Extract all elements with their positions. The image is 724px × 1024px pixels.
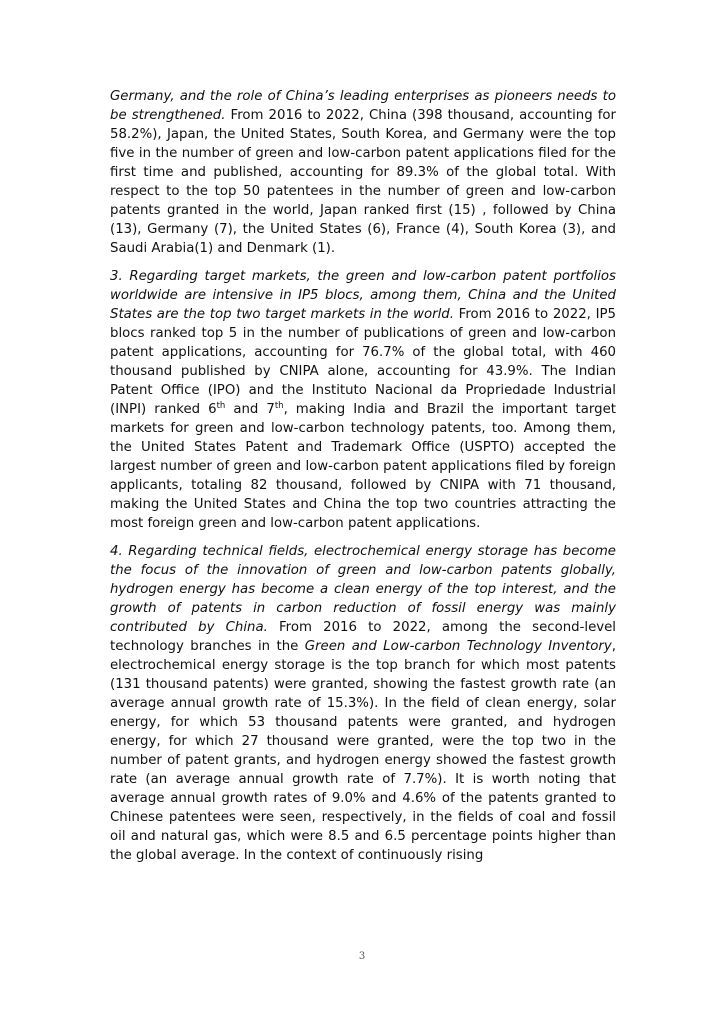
page-number: 3 bbox=[358, 951, 366, 962]
paragraph-body: , making India and Brazil the important target markets for green and low-carbon technology patents, too. Among them, the United States Patent and Trademark Office (USPTO) accepted the largest number of green and low-carbon patent applications filed by foreign applicants, totaling 82 thousand, followed by CNIPA with 71 thousand, making the United States and China the top two countries attracting the most foreign green and low-carbon patent applications. bbox=[110, 402, 616, 531]
paragraph-technical-fields bbox=[110, 542, 616, 865]
ordinal-suffix: th bbox=[216, 401, 226, 411]
paragraph-body: and 7 bbox=[225, 402, 275, 417]
paragraph-body: From 2016 to 2022, IP5 blocs ranked top 5 in the number of publications of green and low-carbon patent applications, accounting for 76.7% of the global total, with 460 thousand published by CNIPA alone, accounting for 43.9%. The Indian Patent Office (IPO) and the Instituto Nacional da Propriedade Industrial (INPI) ranked 6 bbox=[110, 307, 616, 417]
ordinal-suffix: th bbox=[274, 401, 284, 411]
paragraph-lead-italic: 3. Regarding target markets, the green and low-carbon patent portfolios worldwide are intensive in IP5 blocs, among them, China and the United States are the top two target markets in the world. bbox=[110, 269, 616, 322]
paragraph-body: , electrochemical energy storage is the top branch for which most patents (131 thousand patents) were granted, showing the fastest growth rate (an average annual growth rate of 15.3%). In the field of clean energy, solar energy, for which 53 thousand patents were granted, and hydrogen energy, for which 27 thousand were granted, were the top two in the number of patent grants, and hydrogen energy showed the fastest growth rate (an average annual growth rate of 7.7%). It is worth noting that average annual growth rates of 9.0% and 4.6% of the patents granted to Chinese patentees were seen, respectively, in the fields of coal and fossil oil and natural gas, which were 8.5 and 6.5 percentage points higher than the global average. In the context of continuously rising bbox=[110, 639, 616, 863]
paragraph-body: From 2016 to 2022, China (398 thousand, accounting for 58.2%), Japan, the United States, South Korea, and Germany were the top five in the number of green and low-carbon patent applications filed for the first time and published, accounting for 89.3% of the global total. With respect to the top 50 patentees in the number of green and low-carbon patents granted in the world, Japan ranked first (15) , followed by China (13), Germany (7), the United States (6), France (4), South Korea (3), and Saudi Arabia(1) and Denmark (1). bbox=[110, 108, 616, 256]
paragraph-lead-italic: Germany, and the role of China’s leading enterprises as pioneers needs to be strengthened. bbox=[110, 89, 616, 123]
paragraph-target-markets bbox=[110, 267, 616, 533]
body-text bbox=[110, 87, 616, 874]
paragraph-body: From 2016 to 2022, among the second-level technology branches in the bbox=[110, 620, 617, 654]
inventory-title: Green and Low-carbon Technology Inventory bbox=[304, 639, 612, 654]
paragraph-country-rankings bbox=[110, 87, 616, 258]
paragraph-lead-italic: 4. Regarding technical fields, electrochemical energy storage has become the focus of the innovation of green and low-carbon patents globally, hydrogen energy has become a clean energy of the top interest, and the growth of patents in carbon reduction of fossil energy was mainly contributed by China. bbox=[110, 544, 616, 635]
